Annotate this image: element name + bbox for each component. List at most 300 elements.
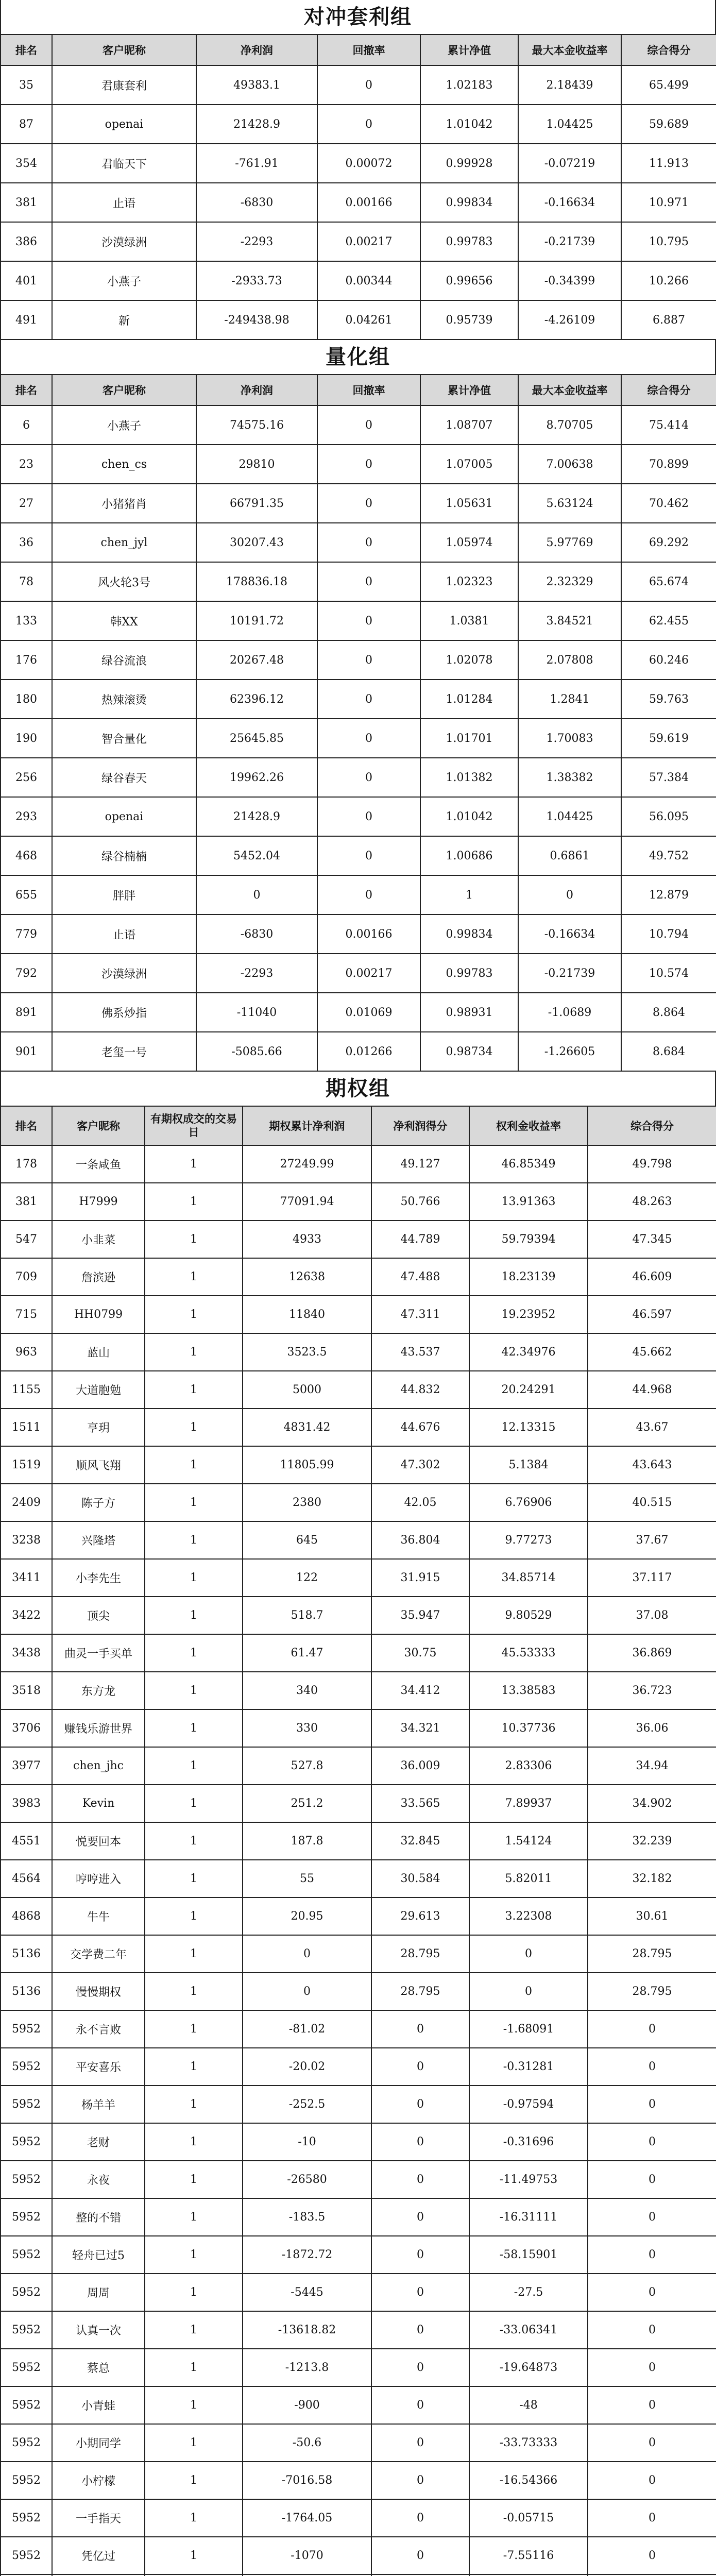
table-cell: 176 — [1, 640, 52, 680]
table-cell: 8.864 — [621, 993, 716, 1032]
table-cell: 66791.35 — [196, 484, 317, 523]
table-cell: 28.795 — [588, 1973, 716, 2010]
table-row — [1, 1484, 716, 1521]
table-cell: 21428.9 — [196, 105, 317, 144]
table-cell: 10.574 — [621, 954, 716, 993]
table-cell: -2293 — [196, 222, 317, 261]
table-cell: -1872.72 — [243, 2236, 371, 2274]
table-cell: 5.1384 — [469, 1446, 588, 1484]
table-cell: -1070 — [243, 2537, 371, 2574]
table-cell: 0 — [588, 2198, 716, 2236]
table-cell: 28.795 — [371, 1973, 469, 2010]
table-cell: 老财 — [52, 2123, 145, 2161]
table-cell: 6.887 — [621, 300, 716, 340]
table-cell: 蓝山 — [52, 1333, 145, 1371]
table-cell: 963 — [1, 1333, 52, 1371]
table-cell: 47.311 — [371, 1296, 469, 1333]
table-row — [1, 914, 716, 954]
table-row — [1, 954, 716, 993]
table-cell: 1 — [145, 2274, 243, 2311]
column-header: 综合得分 — [588, 1106, 716, 1145]
table-cell: 5952 — [1, 2086, 52, 2123]
table-cell: 0 — [371, 2349, 469, 2386]
table-cell: 0.6861 — [518, 836, 621, 875]
table-cell: 0.00217 — [317, 222, 420, 261]
table-cell: 0 — [317, 445, 420, 484]
table-cell: 1.70083 — [518, 719, 621, 758]
table-cell: 0 — [588, 2086, 716, 2123]
table-cell: 27 — [1, 484, 52, 523]
table-cell: 36.869 — [588, 1634, 716, 1672]
table-cell: 46.609 — [588, 1258, 716, 1296]
table-row — [1, 1446, 716, 1484]
table-cell: 4551 — [1, 1822, 52, 1860]
table-cell: 69.292 — [621, 523, 716, 562]
table-cell: 251.2 — [243, 1785, 371, 1822]
table-cell: 1 — [145, 2198, 243, 2236]
table-cell: 44.789 — [371, 1221, 469, 1258]
table-cell: 一手指天 — [52, 2499, 145, 2537]
table-cell: 30.75 — [371, 1634, 469, 1672]
table-cell: -0.07219 — [518, 144, 621, 183]
table-row — [1, 680, 716, 719]
table-cell: 0.98931 — [420, 993, 518, 1032]
table-cell: 1.2841 — [518, 680, 621, 719]
table-cell: 25645.85 — [196, 719, 317, 758]
table-cell: 12.879 — [621, 875, 716, 914]
table-cell: 9.77273 — [469, 1521, 588, 1559]
table-cell: 46.85349 — [469, 1145, 588, 1183]
table-cell: -0.31281 — [469, 2048, 588, 2086]
table-row — [1, 405, 716, 445]
table-cell: 49383.1 — [196, 65, 317, 105]
table-cell: 1 — [145, 2010, 243, 2048]
table-row — [1, 2048, 716, 2086]
table-row — [1, 719, 716, 758]
table-cell: 0 — [371, 2499, 469, 2537]
table-cell: 1 — [145, 2086, 243, 2123]
table-cell: 44.832 — [371, 1371, 469, 1409]
table-cell: 胖胖 — [52, 875, 196, 914]
table-cell: 50.766 — [371, 1183, 469, 1221]
table-cell: 31.915 — [371, 1559, 469, 1597]
table-cell: 1 — [145, 1221, 243, 1258]
table-cell: 0 — [317, 836, 420, 875]
table-cell: 1 — [145, 1258, 243, 1296]
table-cell: 沙漠绿洲 — [52, 954, 196, 993]
table-cell: 3422 — [1, 1597, 52, 1634]
table-cell: 1.04425 — [518, 797, 621, 836]
table-cell: 慢慢期权 — [52, 1973, 145, 2010]
table-cell: 13.38583 — [469, 1672, 588, 1709]
column-header: 排名 — [1, 1106, 52, 1145]
options-table — [0, 1106, 716, 2576]
table-cell: 0.99834 — [420, 183, 518, 222]
table-cell: 28.795 — [588, 1935, 716, 1973]
table-row — [1, 183, 716, 222]
table-cell: 0 — [588, 2537, 716, 2574]
table-cell: 1.02183 — [420, 65, 518, 105]
table-cell: 0.00166 — [317, 914, 420, 954]
table-cell: 牛牛 — [52, 1897, 145, 1935]
table-cell: 1 — [145, 1785, 243, 1822]
table-cell: 1.0381 — [420, 601, 518, 640]
table-cell: 62396.12 — [196, 680, 317, 719]
table-cell: 1 — [145, 2537, 243, 2574]
table-cell: 3706 — [1, 1709, 52, 1747]
table-cell: 0.98734 — [420, 1032, 518, 1071]
table-cell: 2409 — [1, 1484, 52, 1521]
table-cell: 小李先生 — [52, 1559, 145, 1597]
table-cell: 70.899 — [621, 445, 716, 484]
table-cell: chen_jyl — [52, 523, 196, 562]
table-row — [1, 2311, 716, 2349]
table-cell: 2.07808 — [518, 640, 621, 680]
table-cell: 哼哼进入 — [52, 1860, 145, 1897]
table-cell: -81.02 — [243, 2010, 371, 2048]
section-title-quant: 量化组 — [0, 340, 716, 374]
table-cell: -11.49753 — [469, 2161, 588, 2198]
table-row — [1, 1221, 716, 1258]
table-cell: 1 — [145, 1333, 243, 1371]
table-cell: 0.00166 — [317, 183, 420, 222]
table-cell: -1213.8 — [243, 2349, 371, 2386]
table-cell: 智合量化 — [52, 719, 196, 758]
table-cell: 0 — [317, 65, 420, 105]
table-cell: 491 — [1, 300, 52, 340]
table-row — [1, 1597, 716, 1634]
table-cell: 5952 — [1, 2274, 52, 2311]
table-cell: 0.01069 — [317, 993, 420, 1032]
table-cell: 1 — [145, 1860, 243, 1897]
table-cell: 0 — [371, 2048, 469, 2086]
table-cell: 0.00217 — [317, 954, 420, 993]
table-cell: -2293 — [196, 954, 317, 993]
table-cell: H7999 — [52, 1183, 145, 1221]
table-cell: -2933.73 — [196, 261, 317, 300]
table-cell: 1 — [145, 2311, 243, 2349]
table-cell: 1 — [145, 2499, 243, 2537]
table-cell: 1 — [145, 1371, 243, 1409]
table-cell: 止语 — [52, 914, 196, 954]
table-cell: 34.85714 — [469, 1559, 588, 1597]
table-cell: 0 — [317, 680, 420, 719]
table-cell: 3983 — [1, 1785, 52, 1822]
table-cell: 381 — [1, 183, 52, 222]
table-cell: 1 — [145, 1897, 243, 1935]
table-row — [1, 2010, 716, 2048]
table-cell: 78 — [1, 562, 52, 601]
table-cell: 1.54124 — [469, 1822, 588, 1860]
table-cell: 5.97769 — [518, 523, 621, 562]
table-cell: 0 — [371, 2537, 469, 2574]
table-cell: 4564 — [1, 1860, 52, 1897]
table-cell: -252.5 — [243, 2086, 371, 2123]
table-cell: 绿谷流浪 — [52, 640, 196, 680]
table-cell: 2380 — [243, 1484, 371, 1521]
table-row — [1, 1296, 716, 1333]
table-row — [1, 2499, 716, 2537]
table-row — [1, 758, 716, 797]
table-cell: -4.26109 — [518, 300, 621, 340]
table-row — [1, 2161, 716, 2198]
table-cell: 5952 — [1, 2349, 52, 2386]
table-cell: 48.263 — [588, 1183, 716, 1221]
table-cell: -16.54366 — [469, 2462, 588, 2499]
table-cell: 256 — [1, 758, 52, 797]
table-cell: 老玺一号 — [52, 1032, 196, 1071]
table-cell: 4868 — [1, 1897, 52, 1935]
table-row — [1, 2386, 716, 2424]
table-row — [1, 261, 716, 300]
table-cell: 0 — [317, 105, 420, 144]
table-cell: 11840 — [243, 1296, 371, 1333]
table-cell: 10.795 — [621, 222, 716, 261]
table-row — [1, 1258, 716, 1296]
table-cell: 小燕子 — [52, 405, 196, 445]
table-cell: 1.07005 — [420, 445, 518, 484]
table-cell: 901 — [1, 1032, 52, 1071]
table-cell: 891 — [1, 993, 52, 1032]
table-cell: 认真一次 — [52, 2311, 145, 2349]
table-cell: chen_cs — [52, 445, 196, 484]
table-cell: 12638 — [243, 1258, 371, 1296]
table-cell: 180 — [1, 680, 52, 719]
column-header: 累计净值 — [420, 35, 518, 65]
table-cell: 37.67 — [588, 1521, 716, 1559]
table-cell: 0 — [371, 2236, 469, 2274]
table-cell: 0 — [317, 562, 420, 601]
table-cell: 1.02078 — [420, 640, 518, 680]
table-cell: 0 — [317, 484, 420, 523]
table-cell: 62.455 — [621, 601, 716, 640]
table-cell: openai — [52, 105, 196, 144]
table-cell: 0 — [588, 2462, 716, 2499]
column-header: 回撤率 — [317, 375, 420, 405]
table-cell: 49.752 — [621, 836, 716, 875]
table-cell: 0 — [317, 601, 420, 640]
table-cell: 468 — [1, 836, 52, 875]
table-row — [1, 1333, 716, 1371]
table-cell: 4831.42 — [243, 1409, 371, 1446]
table-row — [1, 105, 716, 144]
table-cell: 2.32329 — [518, 562, 621, 601]
table-cell: 1 — [145, 1521, 243, 1559]
table-cell: 47.488 — [371, 1258, 469, 1296]
table-cell: 30.584 — [371, 1860, 469, 1897]
table-cell: -11040 — [196, 993, 317, 1032]
table-cell: 40.515 — [588, 1484, 716, 1521]
table-cell: 10.794 — [621, 914, 716, 954]
table-cell: 杨羊羊 — [52, 2086, 145, 2123]
table-cell: 7.89937 — [469, 1785, 588, 1822]
table-row — [1, 523, 716, 562]
table-row — [1, 1672, 716, 1709]
table-cell: 87 — [1, 105, 52, 144]
table-cell: 547 — [1, 1221, 52, 1258]
table-cell: 43.537 — [371, 1333, 469, 1371]
table-cell: -27.5 — [469, 2274, 588, 2311]
table-row — [1, 1709, 716, 1747]
table-cell: 37.08 — [588, 1597, 716, 1634]
table-cell: 1 — [145, 1672, 243, 1709]
table-cell: 122 — [243, 1559, 371, 1597]
table-cell: 0 — [588, 2274, 716, 2311]
hedge-section — [0, 0, 716, 340]
table-row — [1, 1860, 716, 1897]
table-cell: -1.0689 — [518, 993, 621, 1032]
table-cell: -5085.66 — [196, 1032, 317, 1071]
table-cell: 0 — [371, 2462, 469, 2499]
table-cell: 0 — [371, 2161, 469, 2198]
column-header: 累计净值 — [420, 375, 518, 405]
table-row — [1, 2198, 716, 2236]
table-cell: 32.845 — [371, 1822, 469, 1860]
table-cell: 27249.99 — [243, 1145, 371, 1183]
table-cell: 23 — [1, 445, 52, 484]
table-cell: 1.00686 — [420, 836, 518, 875]
table-cell: 1 — [420, 875, 518, 914]
table-cell: 新 — [52, 300, 196, 340]
table-cell: 401 — [1, 261, 52, 300]
table-cell: 0 — [317, 797, 420, 836]
table-cell: 19.23952 — [469, 1296, 588, 1333]
table-row — [1, 1973, 716, 2010]
table-cell: 凭亿过 — [52, 2537, 145, 2574]
table-cell: -33.73333 — [469, 2424, 588, 2462]
table-row — [1, 1371, 716, 1409]
section-title-hedge: 对冲套利组 — [0, 0, 716, 34]
table-cell: 178 — [1, 1145, 52, 1183]
table-cell: 0 — [371, 2123, 469, 2161]
table-cell: 655 — [1, 875, 52, 914]
table-cell: 1 — [145, 1935, 243, 1973]
table-cell: 5452.04 — [196, 836, 317, 875]
table-cell: 1 — [145, 1747, 243, 1785]
table-cell: 30207.43 — [196, 523, 317, 562]
table-cell: 1 — [145, 1634, 243, 1672]
table-cell: 君康套利 — [52, 65, 196, 105]
table-cell: 0 — [317, 875, 420, 914]
table-cell: 21428.9 — [196, 797, 317, 836]
table-cell: 0 — [469, 1973, 588, 2010]
table-cell: 1.38382 — [518, 758, 621, 797]
table-cell: 10.971 — [621, 183, 716, 222]
table-cell: 527.8 — [243, 1747, 371, 1785]
table-cell: 5952 — [1, 2198, 52, 2236]
table-row — [1, 2349, 716, 2386]
table-cell: 1 — [145, 1296, 243, 1333]
table-cell: 1.02323 — [420, 562, 518, 601]
table-cell: 0.01266 — [317, 1032, 420, 1071]
table-cell: 交学费二年 — [52, 1935, 145, 1973]
table-cell: 0 — [243, 1935, 371, 1973]
table-cell: -7.55116 — [469, 2537, 588, 2574]
table-cell: 74575.16 — [196, 405, 317, 445]
quant-table — [0, 374, 716, 1072]
table-cell: 5952 — [1, 2236, 52, 2274]
table-cell: 44.676 — [371, 1409, 469, 1446]
table-cell: 5000 — [243, 1371, 371, 1409]
table-cell: 32.239 — [588, 1822, 716, 1860]
table-cell: 0 — [371, 2274, 469, 2311]
table-cell: 1 — [145, 2123, 243, 2161]
column-header: 排名 — [1, 35, 52, 65]
table-cell: 43.643 — [588, 1446, 716, 1484]
options-section — [0, 1072, 716, 2576]
table-cell: 0 — [588, 2161, 716, 2198]
table-cell: 133 — [1, 601, 52, 640]
table-cell: 20267.48 — [196, 640, 317, 680]
table-cell: 10191.72 — [196, 601, 317, 640]
table-cell: -1764.05 — [243, 2499, 371, 2537]
table-cell: 32.182 — [588, 1860, 716, 1897]
table-cell: 詹滨逊 — [52, 1258, 145, 1296]
table-cell: 永夜 — [52, 2161, 145, 2198]
table-cell: 36.804 — [371, 1521, 469, 1559]
column-header: 净利润得分 — [371, 1106, 469, 1145]
table-cell: 0.99834 — [420, 914, 518, 954]
table-row — [1, 1897, 716, 1935]
column-header: 净利润 — [196, 35, 317, 65]
table-cell: 0 — [469, 1935, 588, 1973]
column-header: 最大本金收益率 — [518, 35, 621, 65]
table-cell: 1 — [145, 2462, 243, 2499]
table-cell: 1 — [145, 2161, 243, 2198]
table-row — [1, 1747, 716, 1785]
table-cell: 1 — [145, 1709, 243, 1747]
table-cell: 热辣滚烫 — [52, 680, 196, 719]
table-cell: 0 — [243, 1973, 371, 2010]
table-cell: 大道胞勉 — [52, 1371, 145, 1409]
table-row — [1, 1935, 716, 1973]
table-cell: 1 — [145, 1183, 243, 1221]
table-cell: 1519 — [1, 1446, 52, 1484]
table-cell: 东方龙 — [52, 1672, 145, 1709]
table-row — [1, 300, 716, 340]
table-cell: -900 — [243, 2386, 371, 2424]
table-cell: 75.414 — [621, 405, 716, 445]
table-cell: 354 — [1, 144, 52, 183]
table-cell: 永不言败 — [52, 2010, 145, 2048]
column-header: 客户昵称 — [52, 1106, 145, 1145]
table-cell: 1 — [145, 1145, 243, 1183]
table-cell: 1 — [145, 1559, 243, 1597]
table-cell: 0 — [317, 405, 420, 445]
table-cell: 绿谷春天 — [52, 758, 196, 797]
table-cell: -6830 — [196, 914, 317, 954]
table-cell: 小燕子 — [52, 261, 196, 300]
table-cell: 20.95 — [243, 1897, 371, 1935]
table-cell: -16.31111 — [469, 2198, 588, 2236]
column-header: 综合得分 — [621, 35, 716, 65]
table-cell: 韩XX — [52, 601, 196, 640]
table-row — [1, 562, 716, 601]
table-cell: 3411 — [1, 1559, 52, 1597]
table-cell: 1.01701 — [420, 719, 518, 758]
table-row — [1, 797, 716, 836]
table-cell: -26580 — [243, 2161, 371, 2198]
table-cell: 0 — [371, 2010, 469, 2048]
table-cell: 0 — [317, 640, 420, 680]
table-cell: 1.08707 — [420, 405, 518, 445]
table-cell: 45.662 — [588, 1333, 716, 1371]
table-cell: 34.902 — [588, 1785, 716, 1822]
table-cell: 5136 — [1, 1973, 52, 2010]
table-cell: 340 — [243, 1672, 371, 1709]
table-row — [1, 1559, 716, 1597]
table-cell: 0 — [371, 2086, 469, 2123]
